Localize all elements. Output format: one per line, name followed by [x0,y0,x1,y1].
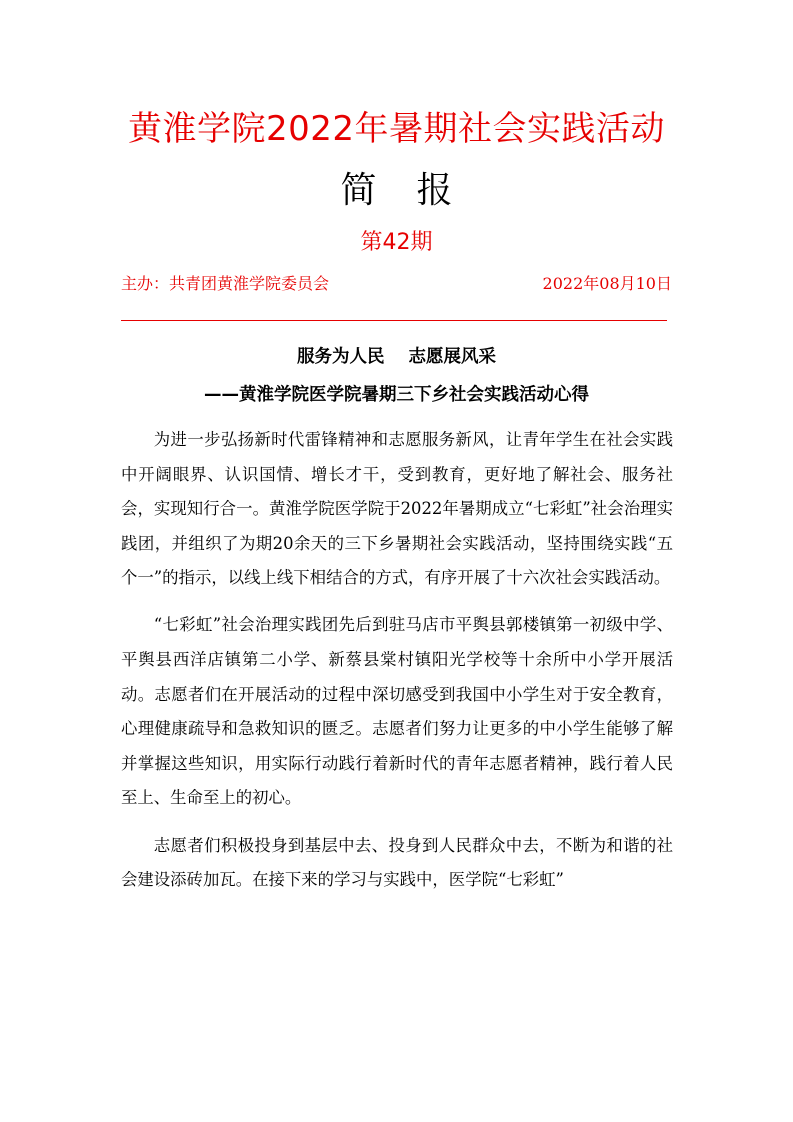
issue-date: 2022年08月10日 [542,274,672,293]
bulletin-heading-char-2: 报 [416,170,453,211]
body-paragraph-3: 志愿者们积极投身到基层中去、投身到人民群众中去，不断为和谐的社会建设添砖加瓦。在接下来的学习与实践中，医学院“七彩虹” [121,835,673,890]
article-body [121,423,673,910]
meta-row [121,270,672,298]
masthead-title: 黄淮学院2022年暑期社会实践活动 [127,109,666,149]
masthead-divider [121,320,667,321]
bulletin-heading [0,164,793,218]
body-paragraph-1: 为进一步弘扬新时代雷锋精神和志愿服务新风，让青年学生在社会实践中开阔眼界、认识国情、增长才干，受到教育，更好地了解社会、服务社会，实现知行合一。黄淮学院医学院于2022年暑期成立“七彩虹”社会治理实践团，并组织了为期20余天的三下乡暑期社会实践活动，坚持围绕实践“五个一”的指示，以线上线下相结合的方式，有序开展了十六次社会实践活动。 [121,430,673,588]
bulletin-heading-char-1: 简 [340,170,377,211]
article-title-part-2: 志愿展风采 [408,347,496,367]
article-title-part-1: 服务为人民 [297,347,385,367]
body-paragraph-2: “七彩虹”社会治理实践团先后到驻马店市平舆县郭楼镇第一初级中学、平舆县西洋店镇第二小学、新蔡县棠村镇阳光学校等十余所中小学开展活动。志愿者们在开展活动的过程中深切感受到我国中小学生对于安全教育，心理健康疏导和急救知识的匮乏。志愿者们努力让更多的中小学生能够了解并掌握这些知识，用实际行动践行着新时代的青年志愿者精神，践行着人民至上、生命至上的初心。 [121,615,673,808]
organizer-line: 主办：共青团黄淮学院委员会 [121,274,330,293]
issue-number: 第42期 [360,230,433,255]
article-title [0,342,793,372]
article-subtitle: ——黄淮学院医学院暑期三下乡社会实践活动心得 [204,385,589,405]
